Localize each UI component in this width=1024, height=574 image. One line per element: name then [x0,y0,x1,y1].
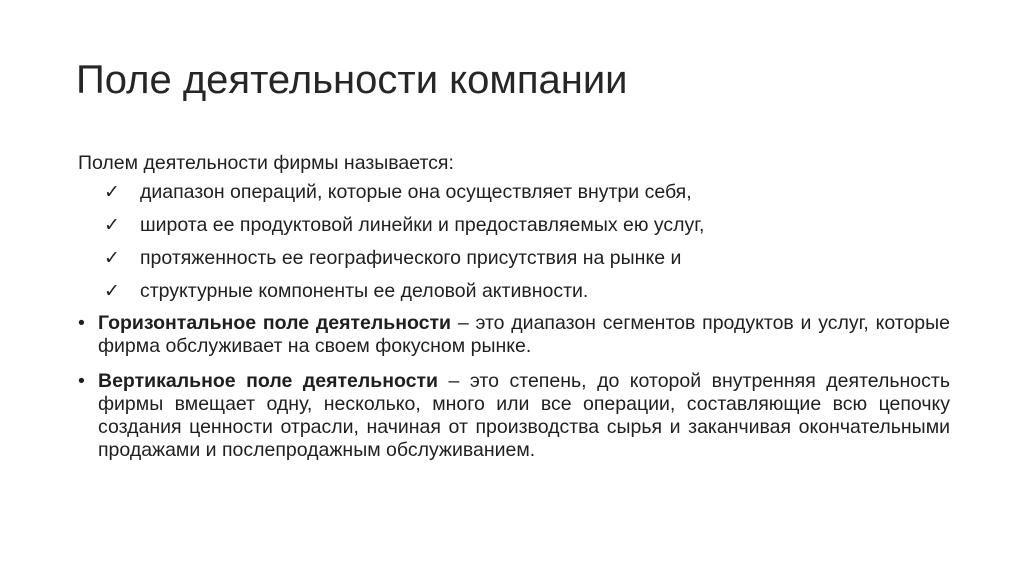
slide-content [78,151,950,474]
intro-text: Полем деятельности фирмы называется: [78,152,454,174]
definition-vertical: – это степень, до которой внутренняя деятельность фирмы вмещает одну, несколько, много или все операции, составляющие всю цепочку создания ценности отрасли, начиная от производства сырья и заканчивая окончательными продажами и послепродажным обслуживанием. [98,370,950,461]
checkmark-icon: ✓ [104,182,120,203]
bullet-item-vertical [78,370,950,462]
checkmark-icon: ✓ [104,215,120,236]
bullet-dot-icon: • [78,370,85,392]
check-item [78,279,950,304]
term-vertical: Вертикальное поле деятельности [98,370,439,392]
check-item [78,246,950,271]
bullet-item-horizontal [78,312,950,358]
check-item [78,213,950,238]
check-item-text: широта ее продуктовой линейки и предоставляемых ею услуг, [140,214,705,236]
checkmark-icon: ✓ [104,248,120,269]
slide-title: Поле деятельности компании [76,58,628,102]
definition-horizontal: – это диапазон сегментов продуктов и услуг, которые фирма обслуживает на своем фокусном рынке. [98,312,950,357]
checkmark-icon: ✓ [104,281,120,302]
bullet-dot-icon: • [78,312,85,334]
check-item-text: диапазон операций, которые она осуществляет внутри себя, [140,181,692,203]
check-item-text: структурные компоненты ее деловой активности. [140,280,589,302]
check-list [78,180,950,304]
check-item-text: протяженность ее географического присутствия на рынке и [140,247,682,269]
bullet-list [78,312,950,462]
check-item [78,180,950,205]
term-horizontal: Горизонтальное поле деятельности [98,312,452,334]
